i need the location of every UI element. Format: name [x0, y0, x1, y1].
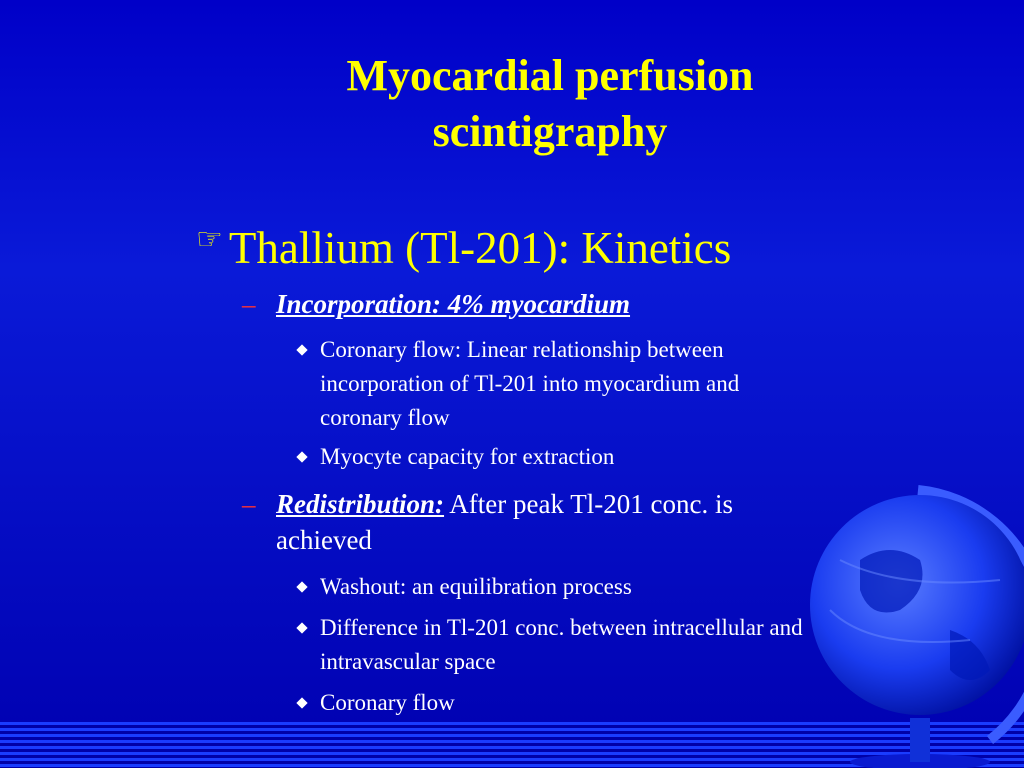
diamond-icon: [296, 697, 307, 708]
dash-bullet: –: [242, 489, 256, 519]
redistribution-bullet-2: [320, 611, 940, 679]
redistribution-label: Redistribution:: [276, 489, 445, 519]
incorporation-bullet-1: [320, 333, 940, 435]
dash-bullet: –: [242, 289, 256, 319]
redistribution-bullet-1: [320, 570, 940, 604]
pointing-hand-icon: ☞: [196, 223, 223, 256]
diamond-icon: [296, 451, 307, 462]
incorporation-item: [242, 286, 896, 322]
redistribution-text-2: achieved: [276, 525, 372, 555]
redistribution-item: [242, 486, 896, 558]
bullet-line: incorporation of Tl-201 into myocardium and: [320, 371, 740, 396]
redistribution-text: After peak Tl-201 conc. is: [444, 489, 733, 519]
redistribution-bullet-3: [320, 686, 940, 720]
bullet-line: Washout: an equilibration process: [320, 574, 632, 599]
title-line-1: Myocardial perfusion: [346, 51, 754, 100]
bullet-line: Myocyte capacity for extraction: [320, 444, 615, 469]
level1-item: [196, 212, 731, 276]
bullet-line: intravascular space: [320, 649, 496, 674]
incorporation-label: Incorporation: 4% myocardium: [276, 289, 631, 319]
diamond-icon: [296, 344, 307, 355]
title-line-2: scintigraphy: [432, 107, 668, 156]
diamond-icon: [296, 622, 307, 633]
level1-text: Thallium (Tl-201): Kinetics: [228, 223, 732, 273]
slide-title: [300, 48, 800, 160]
bullet-line: Coronary flow: [320, 690, 455, 715]
bullet-line: Coronary flow: Linear relationship between: [320, 337, 724, 362]
bullet-line: coronary flow: [320, 405, 450, 430]
diamond-icon: [296, 581, 307, 592]
bullet-line: Difference in Tl-201 conc. between intracellular and: [320, 615, 803, 640]
incorporation-bullet-2: [320, 440, 940, 474]
